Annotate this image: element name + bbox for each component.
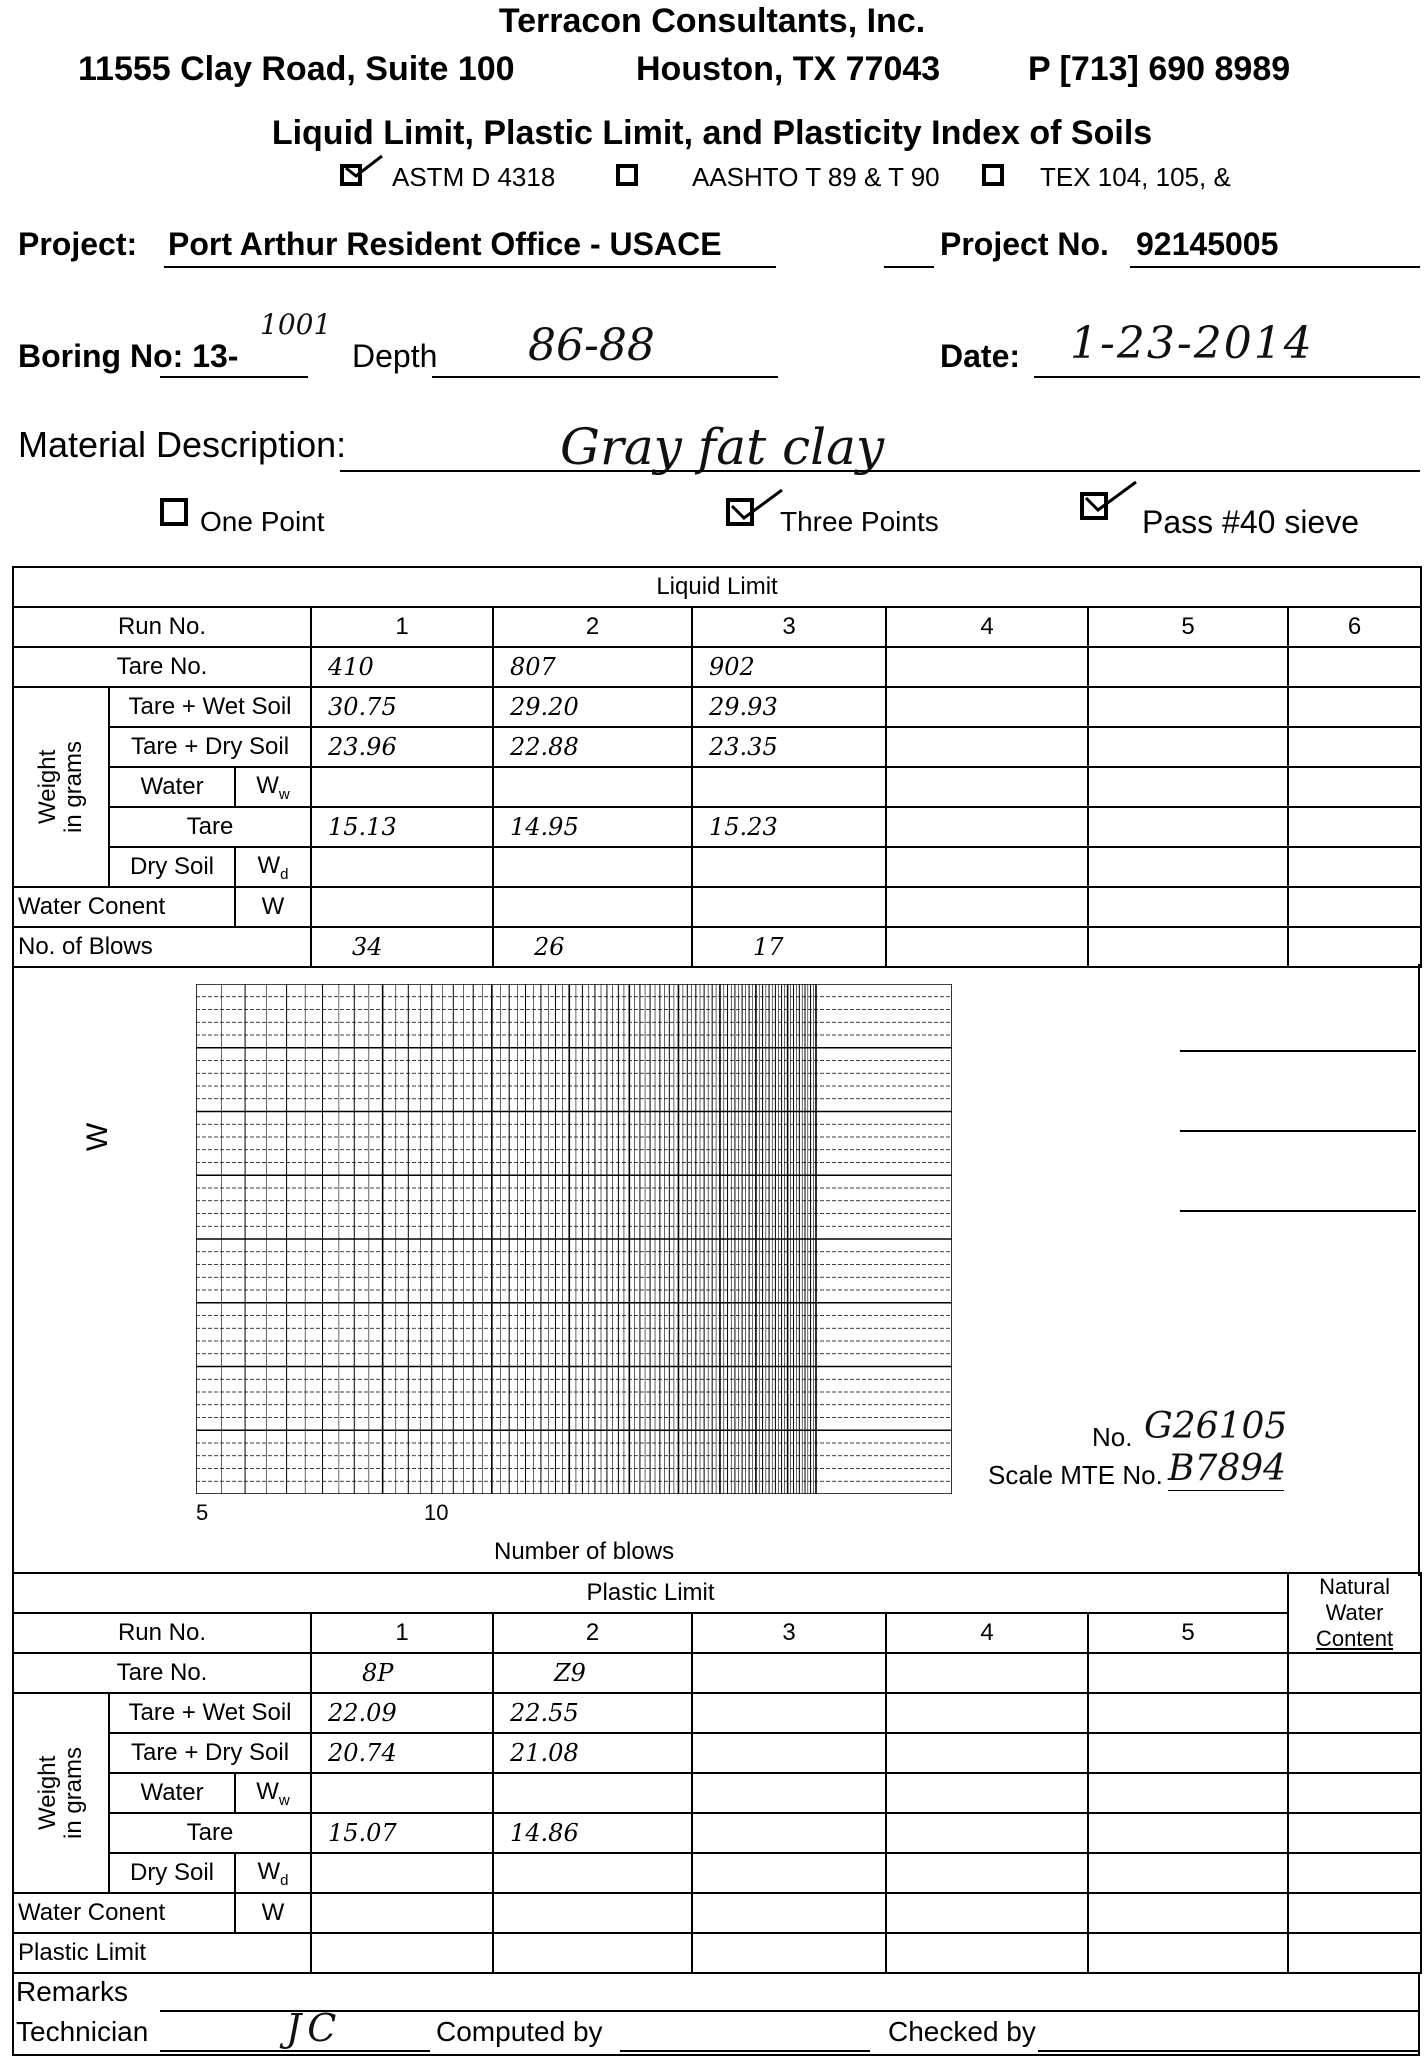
pl-tare-dry-3[interactable]: [692, 1733, 886, 1773]
semi-log-grid: [196, 984, 952, 1494]
ll-dry-soil-3[interactable]: [692, 847, 886, 887]
ll-tare-no-1[interactable]: 410: [311, 647, 493, 687]
ll-water-content-4[interactable]: [886, 887, 1088, 927]
project-value: Port Arthur Resident Office - USACE: [168, 226, 722, 262]
ll-tare-6[interactable]: [1288, 807, 1421, 847]
pl-weight-label-1: Weight: [34, 1755, 61, 1831]
ll-dry-soil-symbol: $W_d$: [235, 847, 311, 887]
pl-water-2[interactable]: [493, 1773, 692, 1813]
pl-water-content-2[interactable]: [493, 1893, 692, 1933]
pl-water-content-1[interactable]: [311, 1893, 493, 1933]
ll-tare-label: Tare: [109, 807, 311, 847]
computed-by-label: Computed by: [436, 2016, 603, 2047]
ll-tare-wet-5[interactable]: [1088, 687, 1288, 727]
pl-water-content-label: Water Conent: [13, 1893, 235, 1933]
pl-water-content-3[interactable]: [692, 1893, 886, 1933]
pl-tare-4[interactable]: [886, 1813, 1088, 1853]
ll-dry-soil-5[interactable]: [1088, 847, 1288, 887]
ll-water-content-1[interactable]: [311, 887, 493, 927]
check-mark-icon: [730, 488, 784, 522]
ll-tare-no-5[interactable]: [1088, 647, 1288, 687]
ll-dry-soil-label: Dry Soil: [109, 847, 235, 887]
natural-water-label-2: Water: [1325, 1600, 1384, 1625]
ll-tare-dry-label: Tare + Dry Soil: [109, 727, 311, 767]
ll-run-3: 3: [692, 607, 886, 647]
pl-tare-wet-label: Tare + Wet Soil: [109, 1693, 311, 1733]
pl-tare-2[interactable]: 14.86: [493, 1813, 692, 1853]
ll-weight-label: [13, 687, 109, 887]
pl-tare-dry-2[interactable]: 21.08: [493, 1733, 692, 1773]
company-city: Houston, TX 77043: [636, 50, 941, 88]
pl-tare-no-2[interactable]: Z9: [493, 1653, 692, 1693]
ll-tare-3[interactable]: 15.23: [692, 807, 886, 847]
project-no-value: 92145005: [1136, 226, 1279, 262]
pl-plastic-limit-2[interactable]: [493, 1933, 692, 1973]
ll-water-3[interactable]: [692, 767, 886, 807]
scale-mte-label: Scale MTE No.: [988, 1460, 1163, 1490]
result-line-1: [1180, 1050, 1416, 1052]
pl-tare-3[interactable]: [692, 1813, 886, 1853]
one-point-label: One Point: [200, 506, 325, 537]
checked-by-line: [1038, 2050, 1418, 2052]
pl-dry-soil-5[interactable]: [1088, 1853, 1288, 1893]
ll-blows-1[interactable]: 34: [311, 927, 493, 967]
pl-natural-water-content[interactable]: [1288, 1893, 1421, 1933]
depth-value: 86-88: [528, 320, 655, 371]
boring-underline: [160, 376, 308, 378]
ll-dry-soil-1[interactable]: [311, 847, 493, 887]
one-point-checkbox[interactable]: [160, 498, 188, 526]
ll-water-content-label: Water Conent: [13, 887, 235, 927]
pl-tare-wet-4[interactable]: [886, 1693, 1088, 1733]
pl-tare-dry-label: Tare + Dry Soil: [109, 1733, 311, 1773]
ll-tare-wet-3[interactable]: 29.93: [692, 687, 886, 727]
ll-water-content-symbol: W: [235, 887, 311, 927]
ll-tare-1[interactable]: 15.13: [311, 807, 493, 847]
pl-tare-wet-1[interactable]: 22.09: [311, 1693, 493, 1733]
pl-tare-1[interactable]: 15.07: [311, 1813, 493, 1853]
ll-tare-dry-3[interactable]: 23.35: [692, 727, 886, 767]
pl-water-1[interactable]: [311, 1773, 493, 1813]
form-title: Liquid Limit, Plastic Limit, and Plasticity Index of Soils: [271, 114, 1153, 152]
standard-tex-label: TEX 104, 105, &: [1040, 162, 1231, 192]
ll-weight-label-2: in grams: [60, 740, 87, 834]
pl-dry-soil-1[interactable]: [311, 1853, 493, 1893]
ll-tare-dry-6[interactable]: [1288, 727, 1421, 767]
pl-tare-wet-5[interactable]: [1088, 1693, 1288, 1733]
pl-water-symbol: $W_w$: [235, 1773, 311, 1813]
ll-tare-5[interactable]: [1088, 807, 1288, 847]
ll-tare-wet-1[interactable]: 30.75: [311, 687, 493, 727]
boring-label: Boring No: 13-: [18, 338, 239, 374]
ll-tare-2[interactable]: 14.95: [493, 807, 692, 847]
natural-water-label-3: Content: [1316, 1626, 1394, 1651]
pl-run-2: 2: [493, 1613, 692, 1653]
ll-tare-dry-1[interactable]: 23.96: [311, 727, 493, 767]
pl-tare-no-3[interactable]: [692, 1653, 886, 1693]
natural-water-label-1: Natural: [1319, 1574, 1390, 1599]
flow-chart-x-label: Number of blows: [494, 1538, 675, 1565]
company-phone: P [713] 690 8989: [1028, 50, 1291, 88]
flow-chart-y-label: W: [81, 1122, 115, 1152]
pl-dry-soil-2[interactable]: [493, 1853, 692, 1893]
depth-label: Depth: [352, 338, 438, 374]
pl-water-content-5[interactable]: [1088, 1893, 1288, 1933]
ll-water-label: Water: [109, 767, 235, 807]
pl-tare-no-4[interactable]: [886, 1653, 1088, 1693]
ll-water-2[interactable]: [493, 767, 692, 807]
project-no-label: Project No.: [940, 226, 1109, 262]
pl-plastic-limit-3[interactable]: [692, 1933, 886, 1973]
footer-panel: [12, 1972, 1420, 2056]
liquid-limit-table: [12, 566, 1422, 968]
pl-tare-5[interactable]: [1088, 1813, 1288, 1853]
three-points-label: Three Points: [780, 506, 939, 537]
tex-checkbox[interactable]: [982, 164, 1004, 186]
pl-water-5[interactable]: [1088, 1773, 1288, 1813]
ll-tare-no-3[interactable]: 902: [692, 647, 886, 687]
ll-run-5: 5: [1088, 607, 1288, 647]
ll-water-symbol: $W_w$: [235, 767, 311, 807]
check-mark-icon: [344, 154, 384, 180]
ll-tare-no-2[interactable]: 807: [493, 647, 692, 687]
pl-dry-soil-4[interactable]: [886, 1853, 1088, 1893]
x-tick-10: 10: [424, 1500, 449, 1525]
material-value: Gray fat clay: [560, 418, 885, 476]
ll-run-6: 6: [1288, 607, 1421, 647]
date-label: Date:: [940, 338, 1021, 374]
computed-by-line: [620, 2050, 870, 2052]
ll-tare-no-4[interactable]: [886, 647, 1088, 687]
plastic-limit-table: [12, 1572, 1422, 1974]
material-underline: [340, 470, 1420, 472]
material-label: Material Description:: [18, 424, 347, 465]
ll-water-content-5[interactable]: [1088, 887, 1288, 927]
ll-water-6[interactable]: [1288, 767, 1421, 807]
ll-water-1[interactable]: [311, 767, 493, 807]
pl-dry-soil-3[interactable]: [692, 1853, 886, 1893]
boring-value: 1001: [260, 308, 332, 341]
plastic-limit-title: Plastic Limit: [13, 1573, 1288, 1613]
ll-dry-soil-4[interactable]: [886, 847, 1088, 887]
device-no-value: G26105: [1144, 1406, 1288, 1447]
ll-tare-wet-label: Tare + Wet Soil: [109, 687, 311, 727]
pl-tare-no-1[interactable]: 8P: [311, 1653, 493, 1693]
ll-weight-label-1: Weight: [34, 749, 61, 825]
pl-run-4: 4: [886, 1613, 1088, 1653]
pl-natural-water-plastic-limit[interactable]: [1288, 1933, 1421, 1973]
ll-tare-4[interactable]: [886, 807, 1088, 847]
pl-run-label: Run No.: [13, 1613, 311, 1653]
ll-run-1: 1: [311, 607, 493, 647]
pl-natural-water-tare[interactable]: [1288, 1813, 1421, 1853]
ll-water-4[interactable]: [886, 767, 1088, 807]
standard-aashto-label: AASHTO T 89 & T 90: [692, 162, 940, 192]
pl-natural-water-water[interactable]: [1288, 1773, 1421, 1813]
natural-water-content-header: [1288, 1573, 1421, 1653]
ll-water-content-2[interactable]: [493, 887, 692, 927]
pl-dry-soil-label: Dry Soil: [109, 1853, 235, 1893]
ll-water-5[interactable]: [1088, 767, 1288, 807]
pl-tare-dry-4[interactable]: [886, 1733, 1088, 1773]
result-line-3: [1180, 1210, 1416, 1212]
ll-run-label: Run No.: [13, 607, 311, 647]
pl-tare-wet-3[interactable]: [692, 1693, 886, 1733]
technician-label: Technician: [16, 2016, 149, 2047]
company-name: Terracon Consultants, Inc.: [498, 2, 926, 40]
ll-tare-no-6[interactable]: [1288, 647, 1421, 687]
pl-run-5: 5: [1088, 1613, 1288, 1653]
pl-plastic-limit-1[interactable]: [311, 1933, 493, 1973]
pl-tare-label: Tare: [109, 1813, 311, 1853]
pl-dry-soil-symbol: $W_d$: [235, 1853, 311, 1893]
pl-tare-no-label: Tare No.: [13, 1653, 311, 1693]
result-line-2: [1180, 1130, 1416, 1132]
scale-mte-value: B7894: [1168, 1448, 1287, 1489]
pl-plastic-limit-5[interactable]: [1088, 1933, 1288, 1973]
ll-water-content-3[interactable]: [692, 887, 886, 927]
pl-natural-water-dry-soil[interactable]: [1288, 1853, 1421, 1893]
ll-dry-soil-6[interactable]: [1288, 847, 1421, 887]
pl-natural-water-tare-no[interactable]: [1288, 1653, 1421, 1693]
date-value: 1-23-2014: [1070, 318, 1314, 369]
pl-water-label: Water: [109, 1773, 235, 1813]
liquid-limit-title: Liquid Limit: [13, 567, 1421, 607]
company-address: 11555 Clay Road, Suite 100: [78, 50, 515, 88]
pl-run-3: 3: [692, 1613, 886, 1653]
date-underline: [1034, 376, 1420, 378]
technician-value: JC: [286, 2006, 343, 2050]
ll-tare-no-label: Tare No.: [13, 647, 311, 687]
ll-tare-dry-2[interactable]: 22.88: [493, 727, 692, 767]
check-mark-icon: [1084, 480, 1138, 514]
depth-underline: [432, 376, 778, 378]
pl-water-content-4[interactable]: [886, 1893, 1088, 1933]
project-no-underline: [1130, 266, 1420, 268]
standard-astm-label: ASTM D 4318: [392, 162, 556, 192]
pl-plastic-limit-label: Plastic Limit: [13, 1933, 311, 1973]
ll-tare-wet-4[interactable]: [886, 687, 1088, 727]
remarks-label: Remarks: [16, 1976, 129, 2007]
ll-dry-soil-2[interactable]: [493, 847, 692, 887]
pass-40-label: Pass #40 sieve: [1142, 504, 1360, 540]
pl-water-content-symbol: W: [235, 1893, 311, 1933]
ll-blows-3[interactable]: 17: [692, 927, 886, 967]
scale-mte-underline: [1168, 1490, 1284, 1491]
pl-tare-wet-2[interactable]: 22.55: [493, 1693, 692, 1733]
pl-tare-dry-1[interactable]: 20.74: [311, 1733, 493, 1773]
x-tick-5: 5: [196, 1500, 209, 1525]
pl-water-4[interactable]: [886, 1773, 1088, 1813]
device-no-label: No.: [1092, 1422, 1133, 1452]
ll-tare-wet-2[interactable]: 29.20: [493, 687, 692, 727]
ll-tare-wet-6[interactable]: [1288, 687, 1421, 727]
ll-run-4: 4: [886, 607, 1088, 647]
project-no-prefix-line: [884, 266, 934, 268]
aashto-checkbox[interactable]: [616, 164, 638, 186]
pl-natural-water-tare-wet[interactable]: [1288, 1693, 1421, 1733]
ll-blows-label: No. of Blows: [13, 927, 311, 967]
ll-blows-6[interactable]: [1288, 927, 1421, 967]
ll-run-2: 2: [493, 607, 692, 647]
pl-natural-water-tare-dry[interactable]: [1288, 1733, 1421, 1773]
remarks-line: [160, 2010, 1418, 2012]
project-underline: [164, 266, 776, 268]
ll-tare-dry-4[interactable]: [886, 727, 1088, 767]
pl-weight-label-2: in grams: [60, 1746, 87, 1840]
technician-line: [160, 2050, 430, 2052]
pl-plastic-limit-4[interactable]: [886, 1933, 1088, 1973]
pl-weight-label: [13, 1693, 109, 1893]
pl-tare-dry-5[interactable]: [1088, 1733, 1288, 1773]
ll-tare-dry-5[interactable]: [1088, 727, 1288, 767]
checked-by-label: Checked by: [888, 2016, 1036, 2047]
ll-blows-4[interactable]: [886, 927, 1088, 967]
project-label: Project:: [18, 226, 138, 262]
pl-tare-no-5[interactable]: [1088, 1653, 1288, 1693]
pl-water-3[interactable]: [692, 1773, 886, 1813]
ll-blows-2[interactable]: 26: [493, 927, 692, 967]
ll-water-content-6[interactable]: [1288, 887, 1421, 927]
ll-blows-5[interactable]: [1088, 927, 1288, 967]
pl-run-1: 1: [311, 1613, 493, 1653]
